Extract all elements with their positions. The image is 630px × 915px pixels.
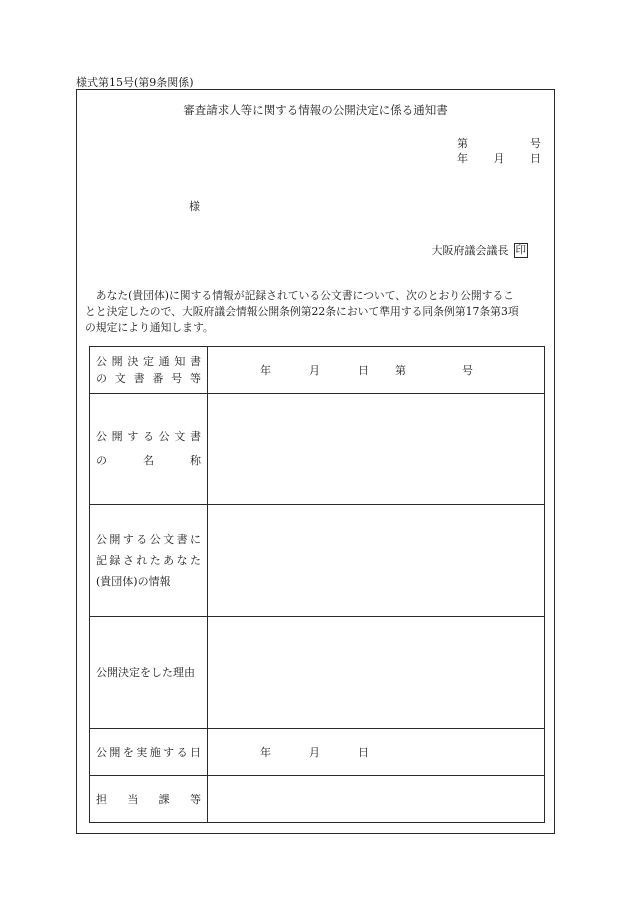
reference-number-suffix: 号 [462, 364, 473, 377]
table-row [90, 347, 545, 394]
row-label [90, 776, 208, 823]
document-number-suffix: 号 [530, 137, 541, 150]
row-label [90, 729, 208, 776]
reference-year: 年 [260, 364, 271, 377]
row-label-line: 記録されたあなた [96, 554, 201, 567]
addressee-suffix: 様 [189, 200, 200, 213]
reference-date-number [208, 362, 544, 378]
document-date-day: 日 [530, 152, 541, 165]
reference-day: 日 [358, 364, 369, 377]
recorded-information-value[interactable] [208, 505, 545, 617]
responsible-section-value[interactable] [208, 776, 545, 823]
document-number-prefix: 第 [457, 137, 468, 150]
row-label [90, 347, 208, 394]
document-date-year: 年 [457, 152, 468, 165]
notice-frame [76, 89, 555, 834]
row-label-line: の 名 称 [96, 454, 201, 467]
row-label-line: 公開決定をした理由 [96, 666, 195, 679]
document-date-month: 月 [493, 152, 505, 165]
notice-body [85, 288, 550, 336]
row-label-line: 公開する公文書に [96, 533, 201, 546]
document-title-value[interactable] [208, 394, 545, 505]
table-row [90, 729, 545, 776]
disclosure-date-value[interactable] [208, 729, 545, 776]
form-caption: 様式第15号(第9条関係) [76, 76, 194, 89]
row-label-line: の文書番号等 [96, 372, 201, 385]
document-number [457, 135, 541, 151]
reference-number-prefix: 第 [395, 364, 406, 377]
table-row [90, 776, 545, 823]
notice-reference-value[interactable] [208, 347, 545, 394]
row-label-line: 担 当 課 等 [96, 792, 201, 806]
seal-mark: 印 [515, 243, 526, 256]
issuer [432, 242, 529, 258]
table-row [90, 394, 545, 505]
table-row [90, 617, 545, 729]
disclosure-date [208, 744, 544, 760]
decision-reason-value[interactable] [208, 617, 545, 729]
row-label-line: 公開決定通知書 [96, 355, 201, 368]
table-row [90, 505, 545, 617]
body-line: の規定により通知します。 [85, 321, 214, 334]
body-line: あなた(貴団体)に関する情報が記録されている公文書について、次のとおり公開するこ [95, 289, 515, 302]
disclosure-month: 月 [309, 746, 320, 759]
row-label [90, 394, 208, 505]
document-date [457, 150, 541, 166]
issuer-name: 大阪府議会議長 [431, 244, 509, 257]
notice-title: 審査請求人等に関する情報の公開決定に係る通知書 [183, 103, 448, 117]
row-label-line: 公開を実施する日 [96, 745, 201, 759]
row-label-line: (貴団体)の情報 [96, 575, 171, 588]
body-line: とと決定したので、大阪府議会情報公開条例第22条において準用する同条例第17条第3項 [85, 305, 519, 318]
disclosure-day: 日 [358, 746, 369, 759]
disclosure-year: 年 [260, 746, 271, 759]
row-label [90, 617, 208, 729]
notice-details-table [89, 346, 545, 823]
reference-month: 月 [309, 364, 320, 377]
row-label-line: 公開する公文書 [96, 430, 201, 443]
row-label [90, 505, 208, 617]
